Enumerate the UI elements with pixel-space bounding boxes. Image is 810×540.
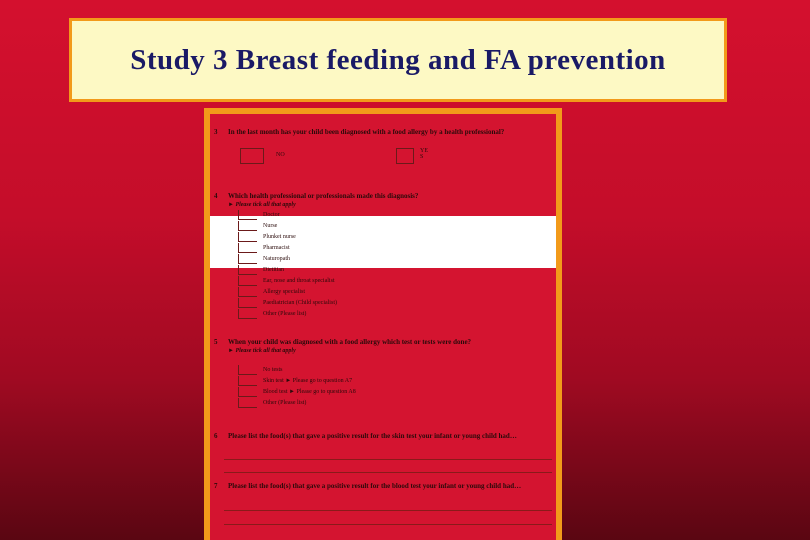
checkbox[interactable] <box>238 376 257 386</box>
q5-option-1[interactable] <box>238 365 283 375</box>
checkbox[interactable] <box>238 210 257 220</box>
option-label: Other (Please list) <box>263 310 307 317</box>
option-label: Nurse <box>263 222 278 229</box>
question-5-text: When your child was diagnosed with a food allergy which test or tests were done? <box>228 338 472 346</box>
option-label: Paediatrician (Child specialist) <box>263 299 337 306</box>
option-label: Ear, nose and throat specialist <box>263 277 335 284</box>
q5-option-3[interactable] <box>238 387 356 397</box>
option-label: Skin test ► Please go to question A7 <box>263 377 353 384</box>
q3-no-label: NO <box>276 152 285 158</box>
slide-title: Study 3 Breast feeding and FA prevention <box>130 43 666 76</box>
question-6-number: 6 <box>214 432 218 440</box>
q7-answer-line-2[interactable] <box>224 524 552 525</box>
option-label: Plunket nurse <box>263 233 296 240</box>
question-5-number: 5 <box>214 338 218 346</box>
q4-option-7[interactable] <box>238 276 335 286</box>
checkbox[interactable] <box>238 221 257 231</box>
option-label: Other (Please list) <box>263 399 307 406</box>
checkbox[interactable] <box>238 243 257 253</box>
checkbox[interactable] <box>238 232 257 242</box>
q3-no-checkbox[interactable] <box>240 148 264 164</box>
option-label: Doctor <box>263 211 280 218</box>
checkbox[interactable] <box>238 254 257 264</box>
questionnaire-frame <box>204 108 562 540</box>
option-label: Pharmacist <box>263 244 290 251</box>
question-6 <box>214 432 548 440</box>
checkbox[interactable] <box>238 309 257 319</box>
question-4 <box>214 192 548 209</box>
q4-option-8[interactable] <box>238 287 305 297</box>
option-label: Dietitian <box>263 266 284 273</box>
option-label: Naturopath <box>263 255 290 262</box>
question-5-instruction: ► Please tick all that apply <box>228 348 296 354</box>
q6-answer-line-1[interactable] <box>224 459 552 460</box>
q4-option-1[interactable] <box>238 210 280 220</box>
q4-option-4[interactable] <box>238 243 290 253</box>
option-label: Blood test ► Please go to question A8 <box>263 388 356 395</box>
question-4-instruction: ► Please tick all that apply <box>228 202 296 208</box>
q4-option-5[interactable] <box>238 254 290 264</box>
q4-option-10[interactable] <box>238 309 306 319</box>
questionnaire-page <box>210 114 556 540</box>
checkbox[interactable] <box>238 387 257 397</box>
question-3 <box>214 128 548 136</box>
checkbox[interactable] <box>238 287 257 297</box>
q4-option-6[interactable] <box>238 265 284 275</box>
question-7-text: Please list the food(s) that gave a positive result for the blood test your infant or young child had… <box>228 482 522 490</box>
q3-yes-label: YE S <box>420 148 428 160</box>
checkbox[interactable] <box>238 265 257 275</box>
question-6-text: Please list the food(s) that gave a positive result for the skin test your infant or young child had… <box>228 432 517 440</box>
question-7-number: 7 <box>214 482 218 490</box>
question-3-text: In the last month has your child been diagnosed with a food allergy by a health professional? <box>228 128 505 136</box>
question-4-number: 4 <box>214 192 218 200</box>
question-4-text: Which health professional or professionals made this diagnosis? <box>228 192 419 200</box>
slide-title-box <box>69 18 727 102</box>
question-7 <box>214 482 548 490</box>
option-label: No tests <box>263 366 283 373</box>
checkbox[interactable] <box>238 298 257 308</box>
q4-option-9[interactable] <box>238 298 337 308</box>
q4-option-3[interactable] <box>238 232 296 242</box>
q3-yes-checkbox[interactable] <box>396 148 414 164</box>
q6-answer-line-2[interactable] <box>224 472 552 473</box>
checkbox[interactable] <box>238 276 257 286</box>
q4-option-2[interactable] <box>238 221 277 231</box>
q5-option-4[interactable] <box>238 398 306 408</box>
question-3-number: 3 <box>214 128 218 136</box>
option-label: Allergy specialist <box>263 288 306 295</box>
q7-answer-line-1[interactable] <box>224 510 552 511</box>
q5-option-2[interactable] <box>238 376 352 386</box>
checkbox[interactable] <box>238 398 257 408</box>
question-5 <box>214 338 548 355</box>
checkbox[interactable] <box>238 365 257 375</box>
